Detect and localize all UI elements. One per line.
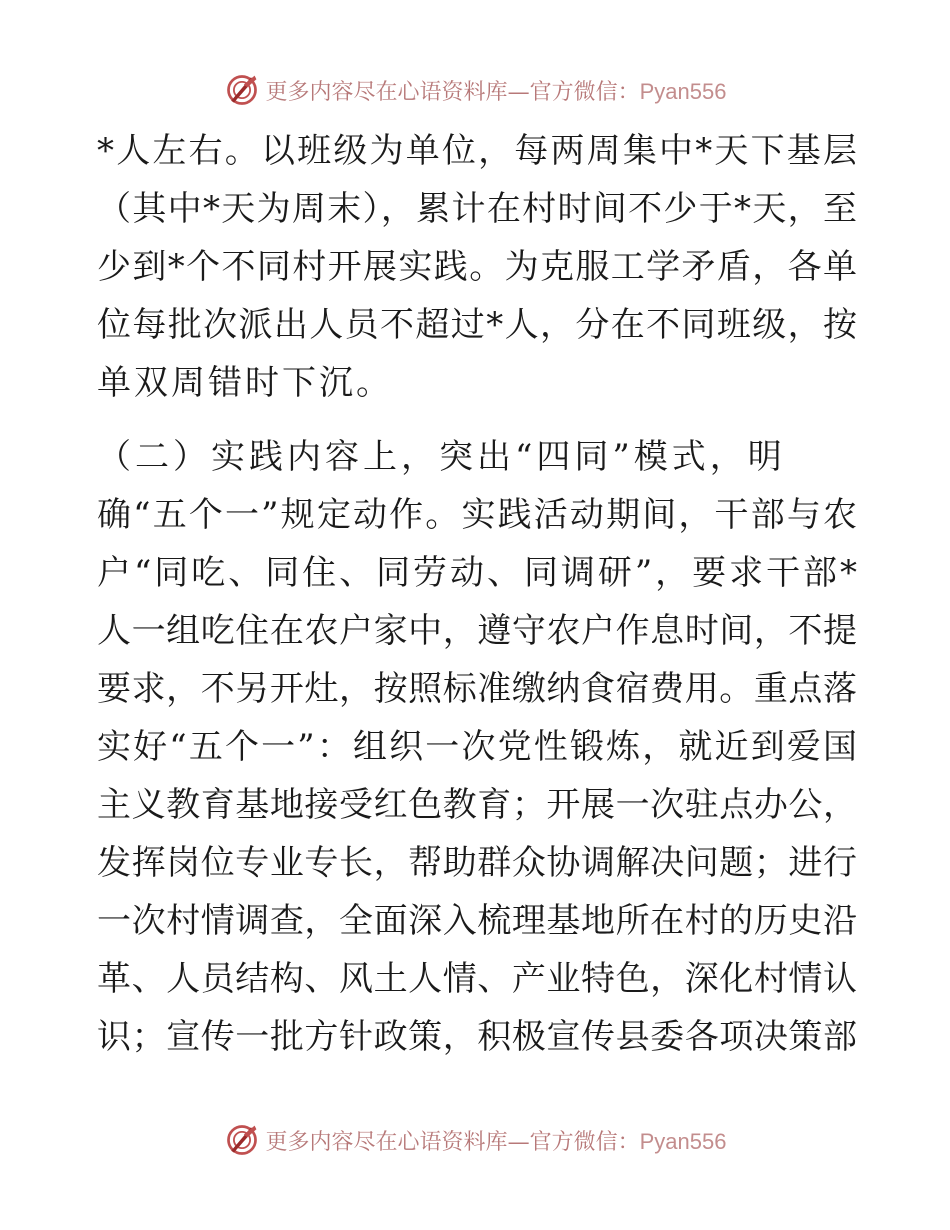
text-line: 要求，不另开灶，按照标准缴纳食宿费用。重点落: [97, 669, 857, 709]
watermark-wechat-label: 官方微信：: [529, 1129, 640, 1155]
paragraph-1: [97, 122, 857, 412]
text-line: 实好“五个一”：组织一次党性锻炼，就近到爱国: [97, 727, 857, 767]
text-line: 确“五个一”规定动作。实践活动期间，干部与农: [97, 495, 857, 535]
watermark-dash: —: [507, 1129, 530, 1155]
text-line: *人左右。以班级为单位，每两周集中*天下基层: [97, 131, 857, 171]
watermark-dash: —: [507, 79, 530, 105]
text-line: 一次村情调查，全面深入梳理基地所在村的历史沿: [97, 901, 857, 941]
document-body: [97, 122, 857, 1066]
watermark-text: [266, 75, 727, 106]
text-line: 发挥岗位专业专长，帮助群众协调解决问题；进行: [97, 843, 857, 883]
text-line: （其中*天为周末），累计在村时间不少于*天，至: [97, 189, 857, 229]
watermark-site: 更多内容尽在心语资料库: [265, 79, 508, 105]
watermark-site: 更多内容尽在心语资料库: [265, 1129, 508, 1155]
text-line: 位每批次派出人员不超过*人，分在不同班级，按: [97, 305, 857, 345]
watermark-wechat-id: Pyan556: [639, 1128, 727, 1154]
watermark-text: [266, 1125, 727, 1156]
section-heading-line: （二）实践内容上，突出“四同”模式，明: [97, 437, 786, 477]
text-line: 革、人员结构、风土人情、产业特色，深化村情认: [97, 959, 857, 999]
text-line: 少到*个不同村开展实践。为克服工学矛盾，各单: [97, 247, 857, 287]
text-line: 人一组吃住在农户家中，遵守农户作息时间，不提: [97, 611, 857, 651]
paragraph-2: [97, 428, 857, 1066]
text-line: 户“同吃、同住、同劳动、同调研”，要求干部*: [97, 553, 857, 593]
footer-watermark: [0, 1118, 950, 1162]
text-line: 主义教育基地接受红色教育；开展一次驻点办公，: [97, 785, 857, 825]
watermark-wechat-id: Pyan556: [639, 78, 727, 104]
header-watermark: [0, 68, 950, 112]
quill-logo-icon: [224, 1122, 260, 1158]
text-line: 单双周错时下沉。: [97, 363, 393, 403]
quill-logo-icon: [224, 72, 260, 108]
text-line: 识；宣传一批方针政策，积极宣传县委各项决策部: [97, 1017, 857, 1057]
watermark-wechat-label: 官方微信：: [529, 79, 640, 105]
